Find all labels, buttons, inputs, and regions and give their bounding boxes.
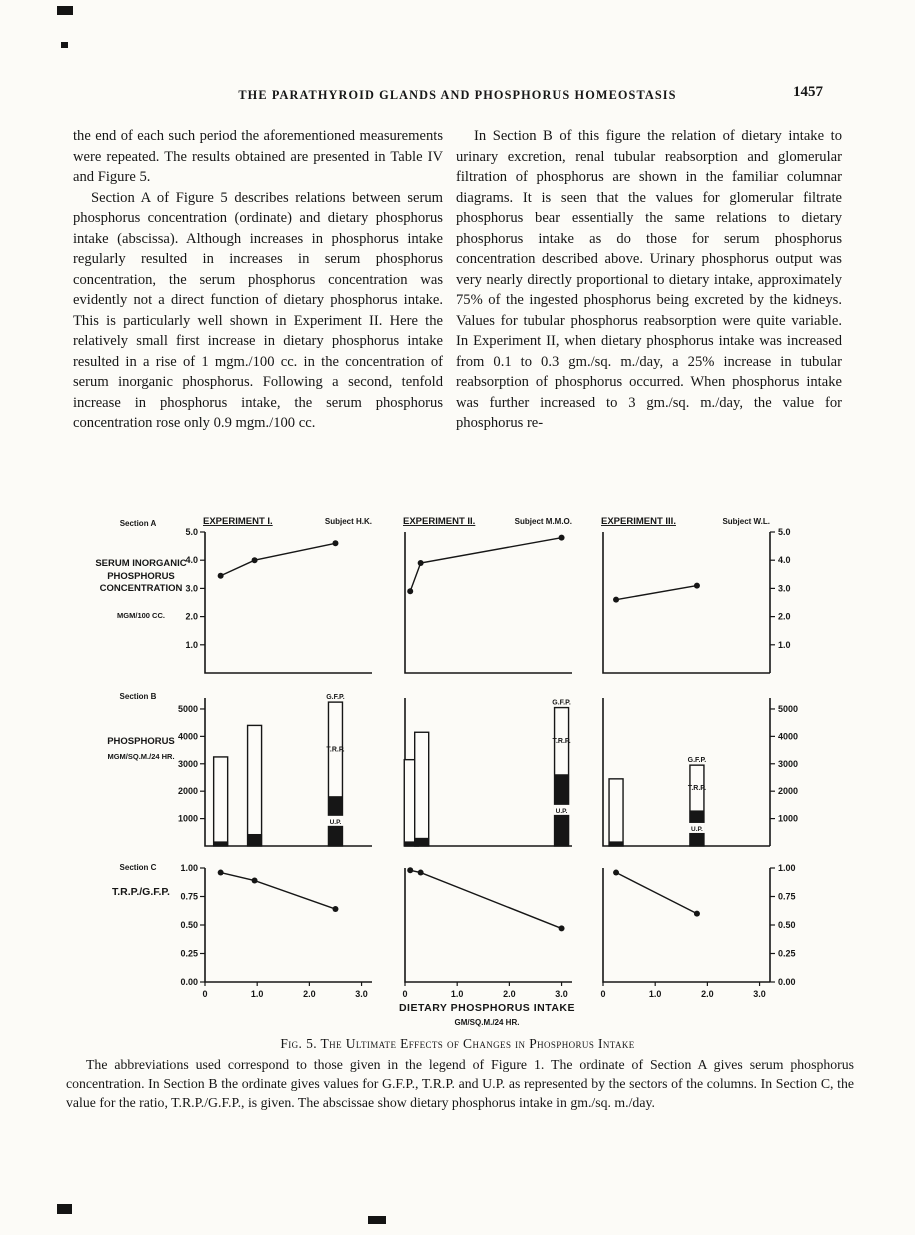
y-tick-label: 4000 bbox=[177, 731, 198, 742]
running-title: THE PARATHYROID GLANDS AND PHOSPHORUS HOMEOSTASIS bbox=[238, 88, 677, 102]
scan-artifact bbox=[57, 1204, 72, 1214]
chart-row-section-b bbox=[160, 690, 840, 858]
y-tick-label: 0.00 bbox=[180, 977, 198, 987]
chart-row-section-c bbox=[160, 862, 840, 1002]
y-tick-label: 4.0 bbox=[185, 555, 198, 566]
data-point bbox=[407, 867, 413, 873]
y-tick-label: 0.25 bbox=[778, 948, 796, 959]
subject-label: Subject H.K. bbox=[324, 517, 372, 526]
data-point bbox=[559, 535, 565, 541]
axis bbox=[603, 698, 770, 846]
y-tick-label: 1.0 bbox=[778, 639, 791, 650]
y-tick-label: 2.0 bbox=[778, 611, 791, 622]
data-point bbox=[613, 597, 619, 603]
data-line bbox=[221, 543, 336, 575]
data-line bbox=[616, 873, 697, 914]
axis bbox=[603, 868, 770, 982]
chart-panel bbox=[185, 516, 372, 673]
x-tick-label: 0 bbox=[402, 989, 408, 999]
bar-up-segment bbox=[415, 838, 429, 846]
x-tick-label: 2.0 bbox=[701, 989, 714, 999]
scan-artifact bbox=[368, 1216, 386, 1224]
axis bbox=[205, 868, 372, 982]
bar-gfp-total bbox=[214, 757, 228, 846]
bar-up-segment bbox=[214, 842, 228, 846]
chart-panel bbox=[404, 698, 572, 846]
data-point bbox=[332, 540, 338, 546]
up-label: U.P. bbox=[329, 818, 342, 826]
section-a-axis-units: MGM/100 CC. bbox=[117, 611, 165, 620]
axis bbox=[205, 698, 372, 846]
y-tick-label: 0.50 bbox=[778, 920, 796, 930]
y-tick-label: 1000 bbox=[177, 813, 198, 824]
trp-label: T.R.P. bbox=[687, 785, 707, 793]
y-tick-label: 3.0 bbox=[778, 583, 791, 594]
y-tick-label: 5.0 bbox=[778, 527, 791, 537]
axis bbox=[405, 698, 572, 846]
x-tick-label: 3.0 bbox=[753, 989, 766, 999]
running-header bbox=[0, 86, 915, 104]
data-point bbox=[418, 870, 424, 876]
data-point bbox=[252, 878, 258, 884]
figure-caption-body: The abbreviations used correspond to those given in the legend of Figure 1. The ordinate of Section A gives serum phosphorus concentration. In Section B the ordinate gives values for G.F.P., T.R.P. and U.P. as represented by the sectors of the columns. In Section C, the value for the ratio, T.R.P./G.F.P., is given. The abscissae show dietary phosphorus intake in gm./sq. m./day. bbox=[66, 1057, 854, 1110]
y-tick-label: 0.00 bbox=[778, 977, 796, 987]
axis bbox=[603, 532, 770, 673]
y-tick-label: 2.0 bbox=[185, 611, 198, 622]
y-tick-label: 3.0 bbox=[185, 583, 198, 594]
trp-label: T.R.P. bbox=[326, 746, 345, 754]
y-tick-label: 2000 bbox=[177, 786, 198, 797]
data-line bbox=[221, 873, 336, 909]
y-tick-label: 3000 bbox=[177, 758, 198, 769]
trp-label: T.R.P. bbox=[552, 738, 571, 746]
bar-gfp-total bbox=[248, 725, 262, 846]
text-column-left bbox=[73, 126, 443, 434]
x-axis-label: DIETARY PHOSPHORUS INTAKE bbox=[398, 1002, 576, 1014]
x-tick-label: 0 bbox=[202, 989, 208, 999]
gfp-label: G.F.P. bbox=[326, 694, 345, 702]
paragraph: the end of each such period the aforementioned measurements were repeated. The results obtained are presented in Table IV and Figure 5. bbox=[73, 128, 443, 185]
y-tick-label: 0.50 bbox=[180, 920, 198, 930]
x-tick-label: 0 bbox=[600, 989, 606, 999]
x-tick-label: 1.0 bbox=[450, 989, 464, 999]
gfp-label: G.F.P. bbox=[687, 757, 707, 765]
subject-label: Subject M.M.O. bbox=[514, 517, 572, 526]
data-point bbox=[407, 588, 413, 594]
chart-panel bbox=[603, 698, 798, 846]
chart-panel bbox=[403, 516, 572, 673]
section-b-axis-units: MGM/SQ.M./24 HR. bbox=[107, 752, 175, 761]
x-tick-label: 3.0 bbox=[355, 989, 368, 999]
scan-artifact bbox=[57, 6, 73, 15]
axis bbox=[405, 532, 572, 673]
y-tick-label: 5000 bbox=[778, 703, 799, 714]
data-point bbox=[218, 870, 224, 876]
y-tick-label: 1.00 bbox=[778, 863, 796, 873]
y-tick-label: 0.75 bbox=[778, 891, 796, 902]
figure-caption-title: Fig. 5. The Ultimate Effects of Changes in Phosphorus Intake bbox=[280, 1036, 635, 1051]
y-tick-label: 0.75 bbox=[180, 891, 198, 902]
chart-panel bbox=[601, 516, 791, 673]
y-tick-label: 5.0 bbox=[185, 527, 198, 537]
y-tick-label: 4000 bbox=[778, 731, 799, 742]
chart-panel bbox=[180, 863, 372, 999]
chart-panel bbox=[178, 694, 372, 846]
y-tick-label: 1000 bbox=[778, 813, 799, 824]
data-point bbox=[613, 870, 619, 876]
bar-up-segment bbox=[248, 834, 262, 846]
y-tick-label: 4.0 bbox=[778, 555, 791, 566]
x-tick-label: 1.0 bbox=[648, 989, 662, 999]
section-b-label: Section B bbox=[119, 692, 157, 701]
data-point bbox=[218, 573, 224, 579]
bar-up-segment bbox=[609, 842, 623, 846]
y-tick-label: 5000 bbox=[177, 703, 198, 714]
x-axis-units: GM/SQ.M./24 HR. bbox=[454, 1018, 520, 1027]
data-point bbox=[332, 906, 338, 912]
y-tick-label: 1.0 bbox=[185, 639, 198, 650]
y-tick-label: 0.25 bbox=[180, 948, 198, 959]
axis bbox=[405, 868, 572, 982]
data-line bbox=[616, 586, 697, 600]
page-number: 1457 bbox=[793, 84, 823, 100]
data-line bbox=[410, 870, 561, 928]
data-point bbox=[694, 911, 700, 917]
section-b-axis-label: PHOSPHORUS bbox=[107, 736, 175, 747]
section-a-axis-label: SERUM INORGANIC PHOSPHORUS CONCENTRATION bbox=[95, 558, 187, 594]
data-point bbox=[252, 557, 258, 563]
x-tick-label: 2.0 bbox=[503, 989, 516, 999]
experiment-title: EXPERIMENT III. bbox=[601, 516, 676, 527]
data-point bbox=[418, 560, 424, 566]
paragraph: Section A of Figure 5 describes relations between serum phosphorus concentration (ordinate) and dietary phosphorus intake (abscissa). Although increases in phosphorus intake regularly resulted in increases in serum phosphorus concentration, the serum phosphorus concentration was evidently not a direct function of dietary phosphorus intake. This is particularly well shown in Experiment II. Here the relatively small first increase in dietary phosphorus intake resulted in a rise of 1 mgm./100 cc. in the concentration of serum inorganic phosphorus. Following a second, tenfold increase in phosphorus intake, the serum phosphorus concentration rose only 0.9 mgm./100 cc. bbox=[73, 189, 443, 431]
x-tick-label: 2.0 bbox=[303, 989, 316, 999]
chart-row-section-a bbox=[160, 514, 840, 686]
data-point bbox=[559, 925, 565, 931]
section-c-axis-label: T.R.P./G.F.P. bbox=[112, 886, 170, 898]
x-tick-label: 3.0 bbox=[555, 989, 568, 999]
y-tick-label: 3000 bbox=[778, 758, 799, 769]
paragraph: In Section B of this figure the relation of dietary intake to urinary excretion, renal tubular reabsorption and glomerular filtration of phosphorus are shown in the familiar columnar diagrams. It is seen that the values for glomerular filtrate phosphorus bear essentially the same relations to dietary phosphorus intake as do those for serum phosphorus concentration described above. Urinary phosphorus output was very nearly directly proportional to dietary intake, approximately 75% of the ingested phosphorus being excreted by the kidneys. Values for tubular phosphorus reabsorption were quite variable. In Experiment II, when dietary phosphorus intake was increased from 0.1 to 0.3 gm./sq. m./day, a 25% increase in tubular reabsorption of phosphorus occurred. When phosphorus intake was further increased to 3 gm./sq. m./day, the value for phosphorus re- bbox=[456, 128, 842, 431]
subject-label: Subject W.L. bbox=[722, 517, 770, 526]
experiment-title: EXPERIMENT I. bbox=[203, 516, 273, 527]
y-tick-label: 2000 bbox=[778, 786, 799, 797]
chart-panel bbox=[600, 863, 795, 999]
section-c-label: Section C bbox=[119, 863, 157, 872]
scan-artifact bbox=[61, 42, 68, 48]
gfp-label: G.F.P. bbox=[552, 699, 571, 707]
data-point bbox=[694, 583, 700, 589]
experiment-title: EXPERIMENT II. bbox=[403, 516, 476, 527]
bar-gfp-total bbox=[415, 732, 429, 846]
x-tick-label: 1.0 bbox=[250, 989, 264, 999]
data-line bbox=[410, 538, 561, 592]
section-a-label: Section A bbox=[119, 519, 157, 528]
bar-gfp-total bbox=[609, 779, 623, 846]
up-label: U.P. bbox=[555, 807, 568, 815]
text-column-right bbox=[456, 126, 842, 434]
chart-panel bbox=[402, 867, 572, 999]
y-tick-label: 1.00 bbox=[180, 863, 198, 873]
up-label: U.P. bbox=[691, 825, 703, 833]
